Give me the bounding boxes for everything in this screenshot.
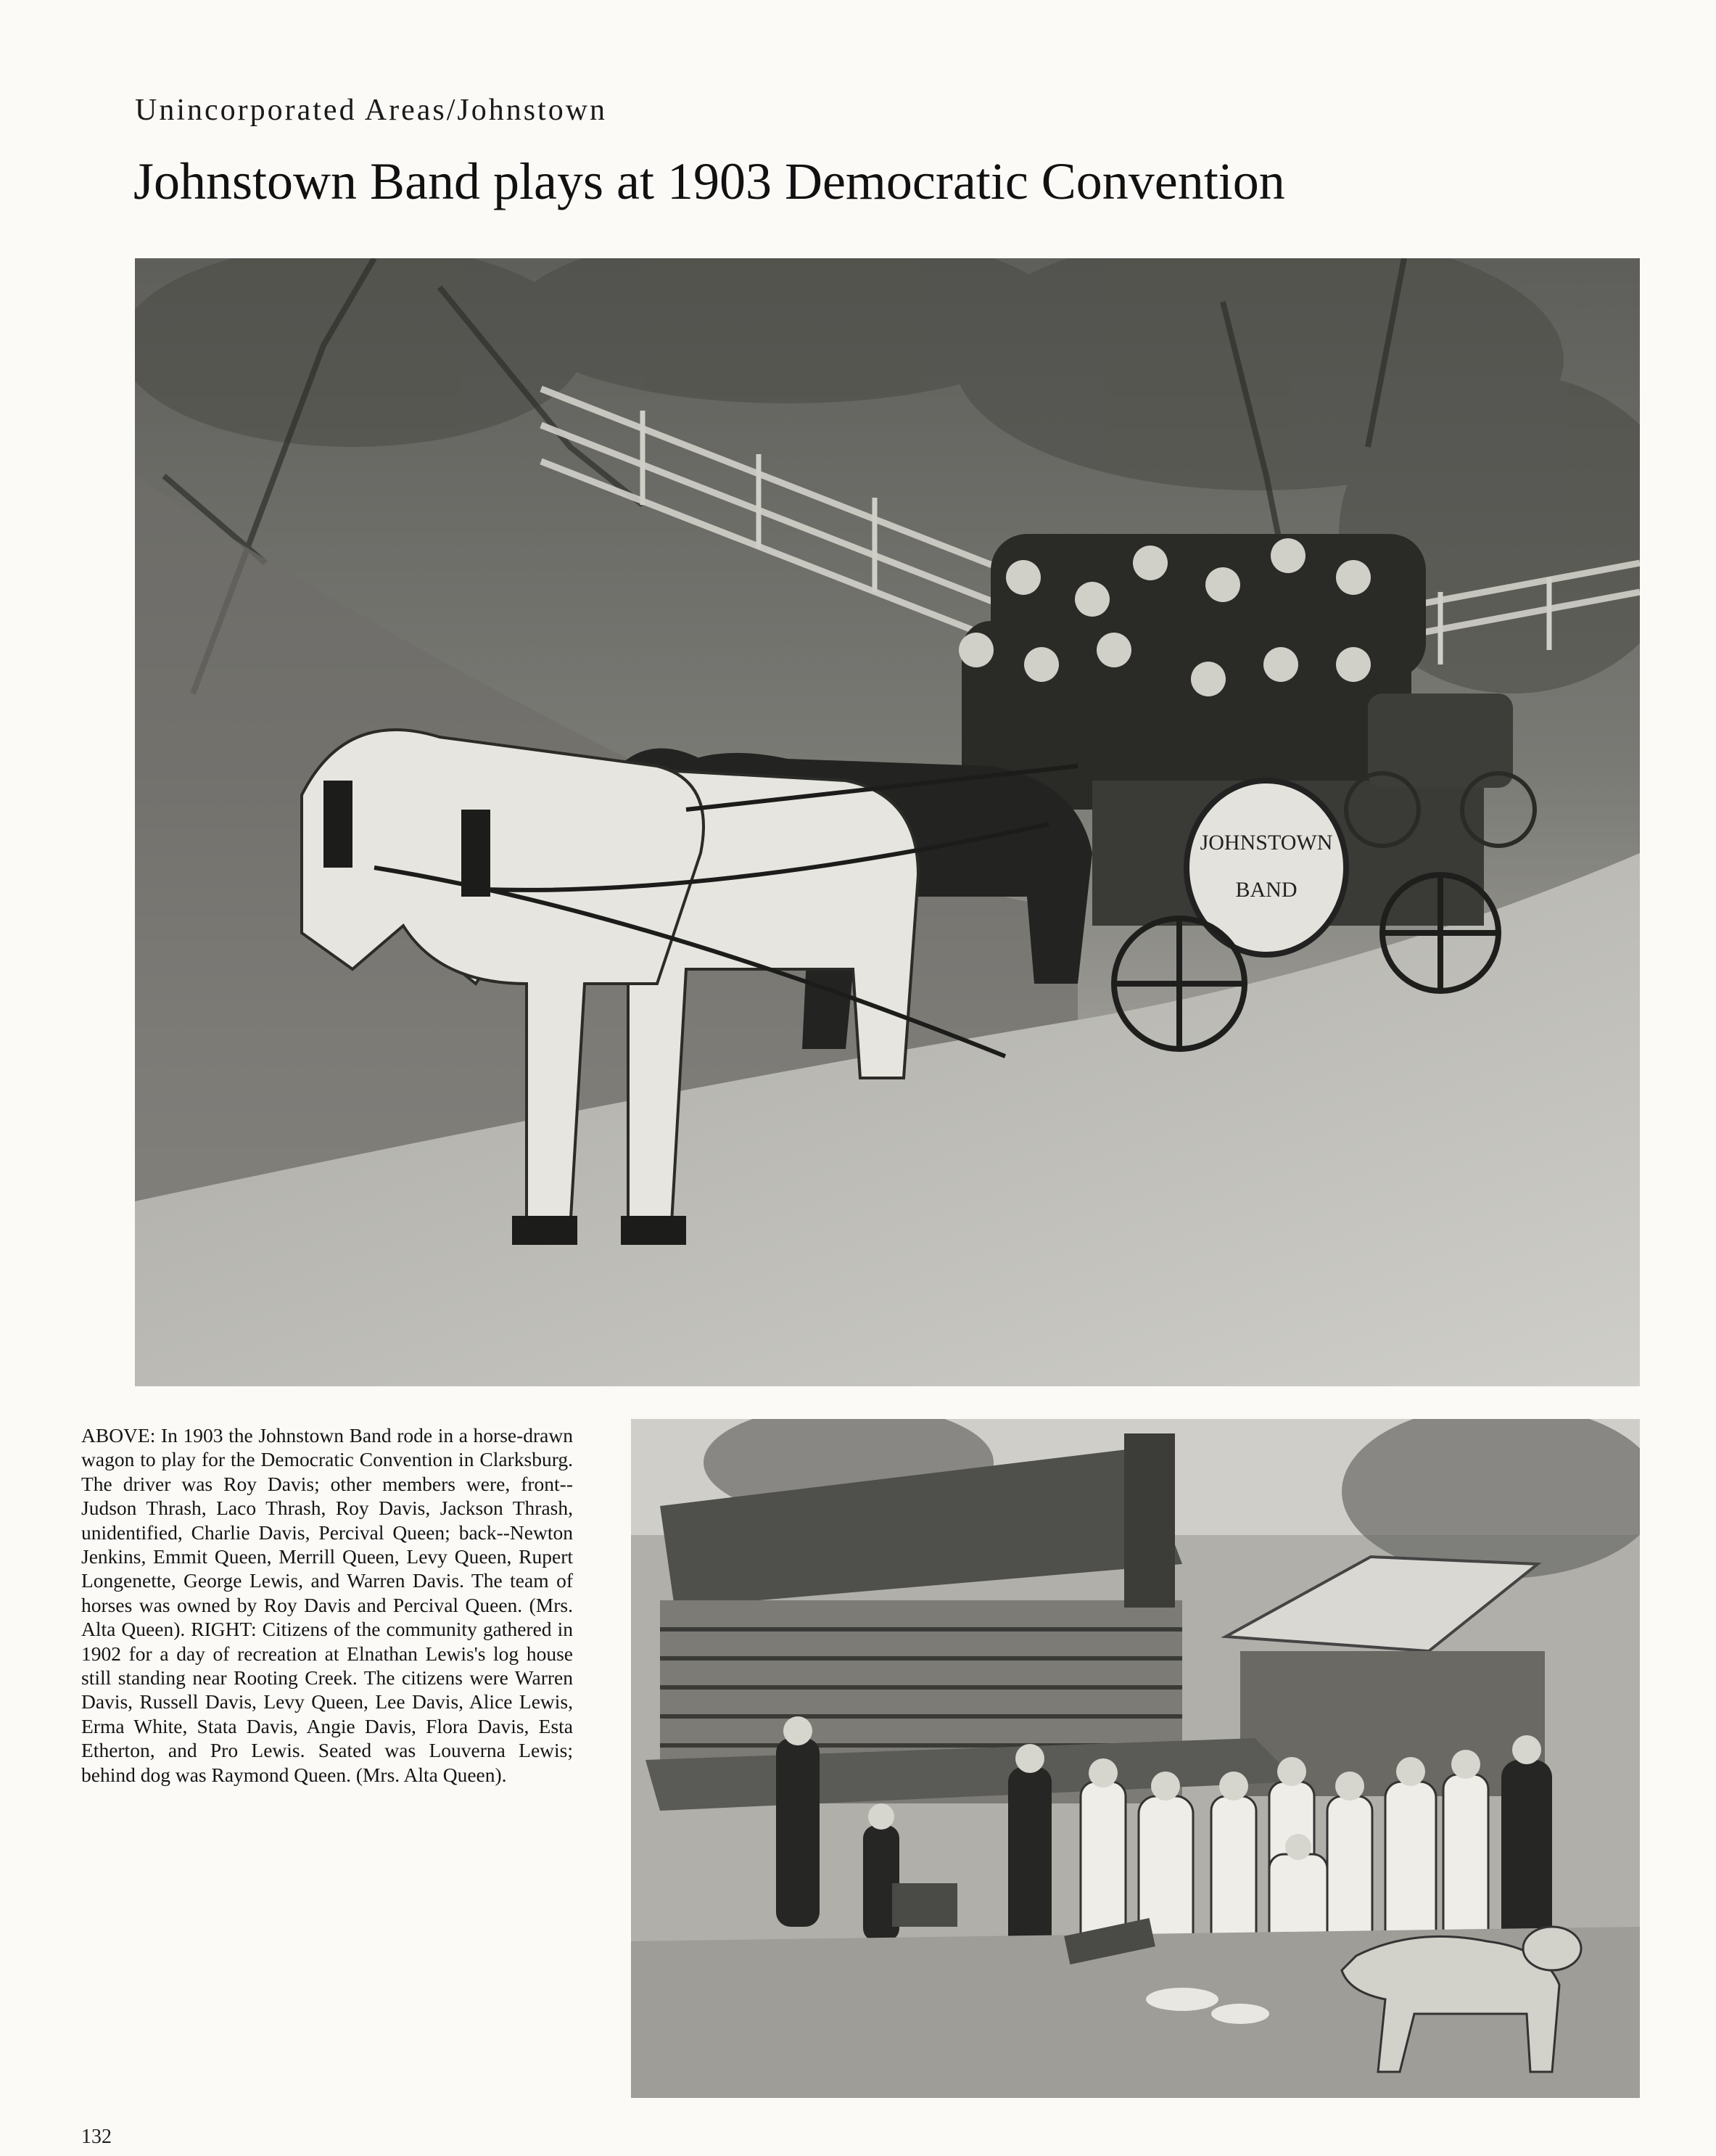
band-wagon-photo-drawing [135,258,1640,1386]
page-title: Johnstown Band plays at 1903 Democratic Convention [133,152,1285,210]
drum-text-line1: JOHNSTOWN [1200,831,1333,855]
page-number: 132 [81,2126,112,2148]
drum-text-line2: BAND [1235,878,1298,902]
citizens-log-house-photo-drawing [631,1419,1640,2098]
band-wagon-photo [135,258,1640,1386]
photo-caption: ABOVE: In 1903 the Johnstown Band rode in a horse-drawn wagon to play for the Democratic Convention in Clarksburg. The driver was Roy Davis; other members were, front--Judson Thrash, Laco Thrash, Roy Davis, Jackson Thrash, unidentified, Charlie Davis, Percival Queen; back--Newton Jenkins, Emmit Queen, Merrill Queen, Levy Queen, Rupert Longenette, George Lewis, and Warren Davis. The team of horses was owned by Roy Davis and Percival Queen. (Mrs. Alta Queen). RIGHT: Citizens of the community gathered in 1902 for a day of recreation at Elnathan Lewis's log house still standing near Rooting Creek. The citizens were Warren Davis, Russell Davis, Levy Queen, Lee Davis, Alice Lewis, Erma White, Stata Davis, Angie Davis, Flora Davis, Esta Etherton, and Pro Lewis. Seated was Louverna Lewis; behind dog was Raymond Queen. (Mrs. Alta Queen). [81,1424,573,1786]
citizens-log-house-photo [631,1419,1640,2098]
section-label: Unincorporated Areas/Johnstown [135,94,608,127]
